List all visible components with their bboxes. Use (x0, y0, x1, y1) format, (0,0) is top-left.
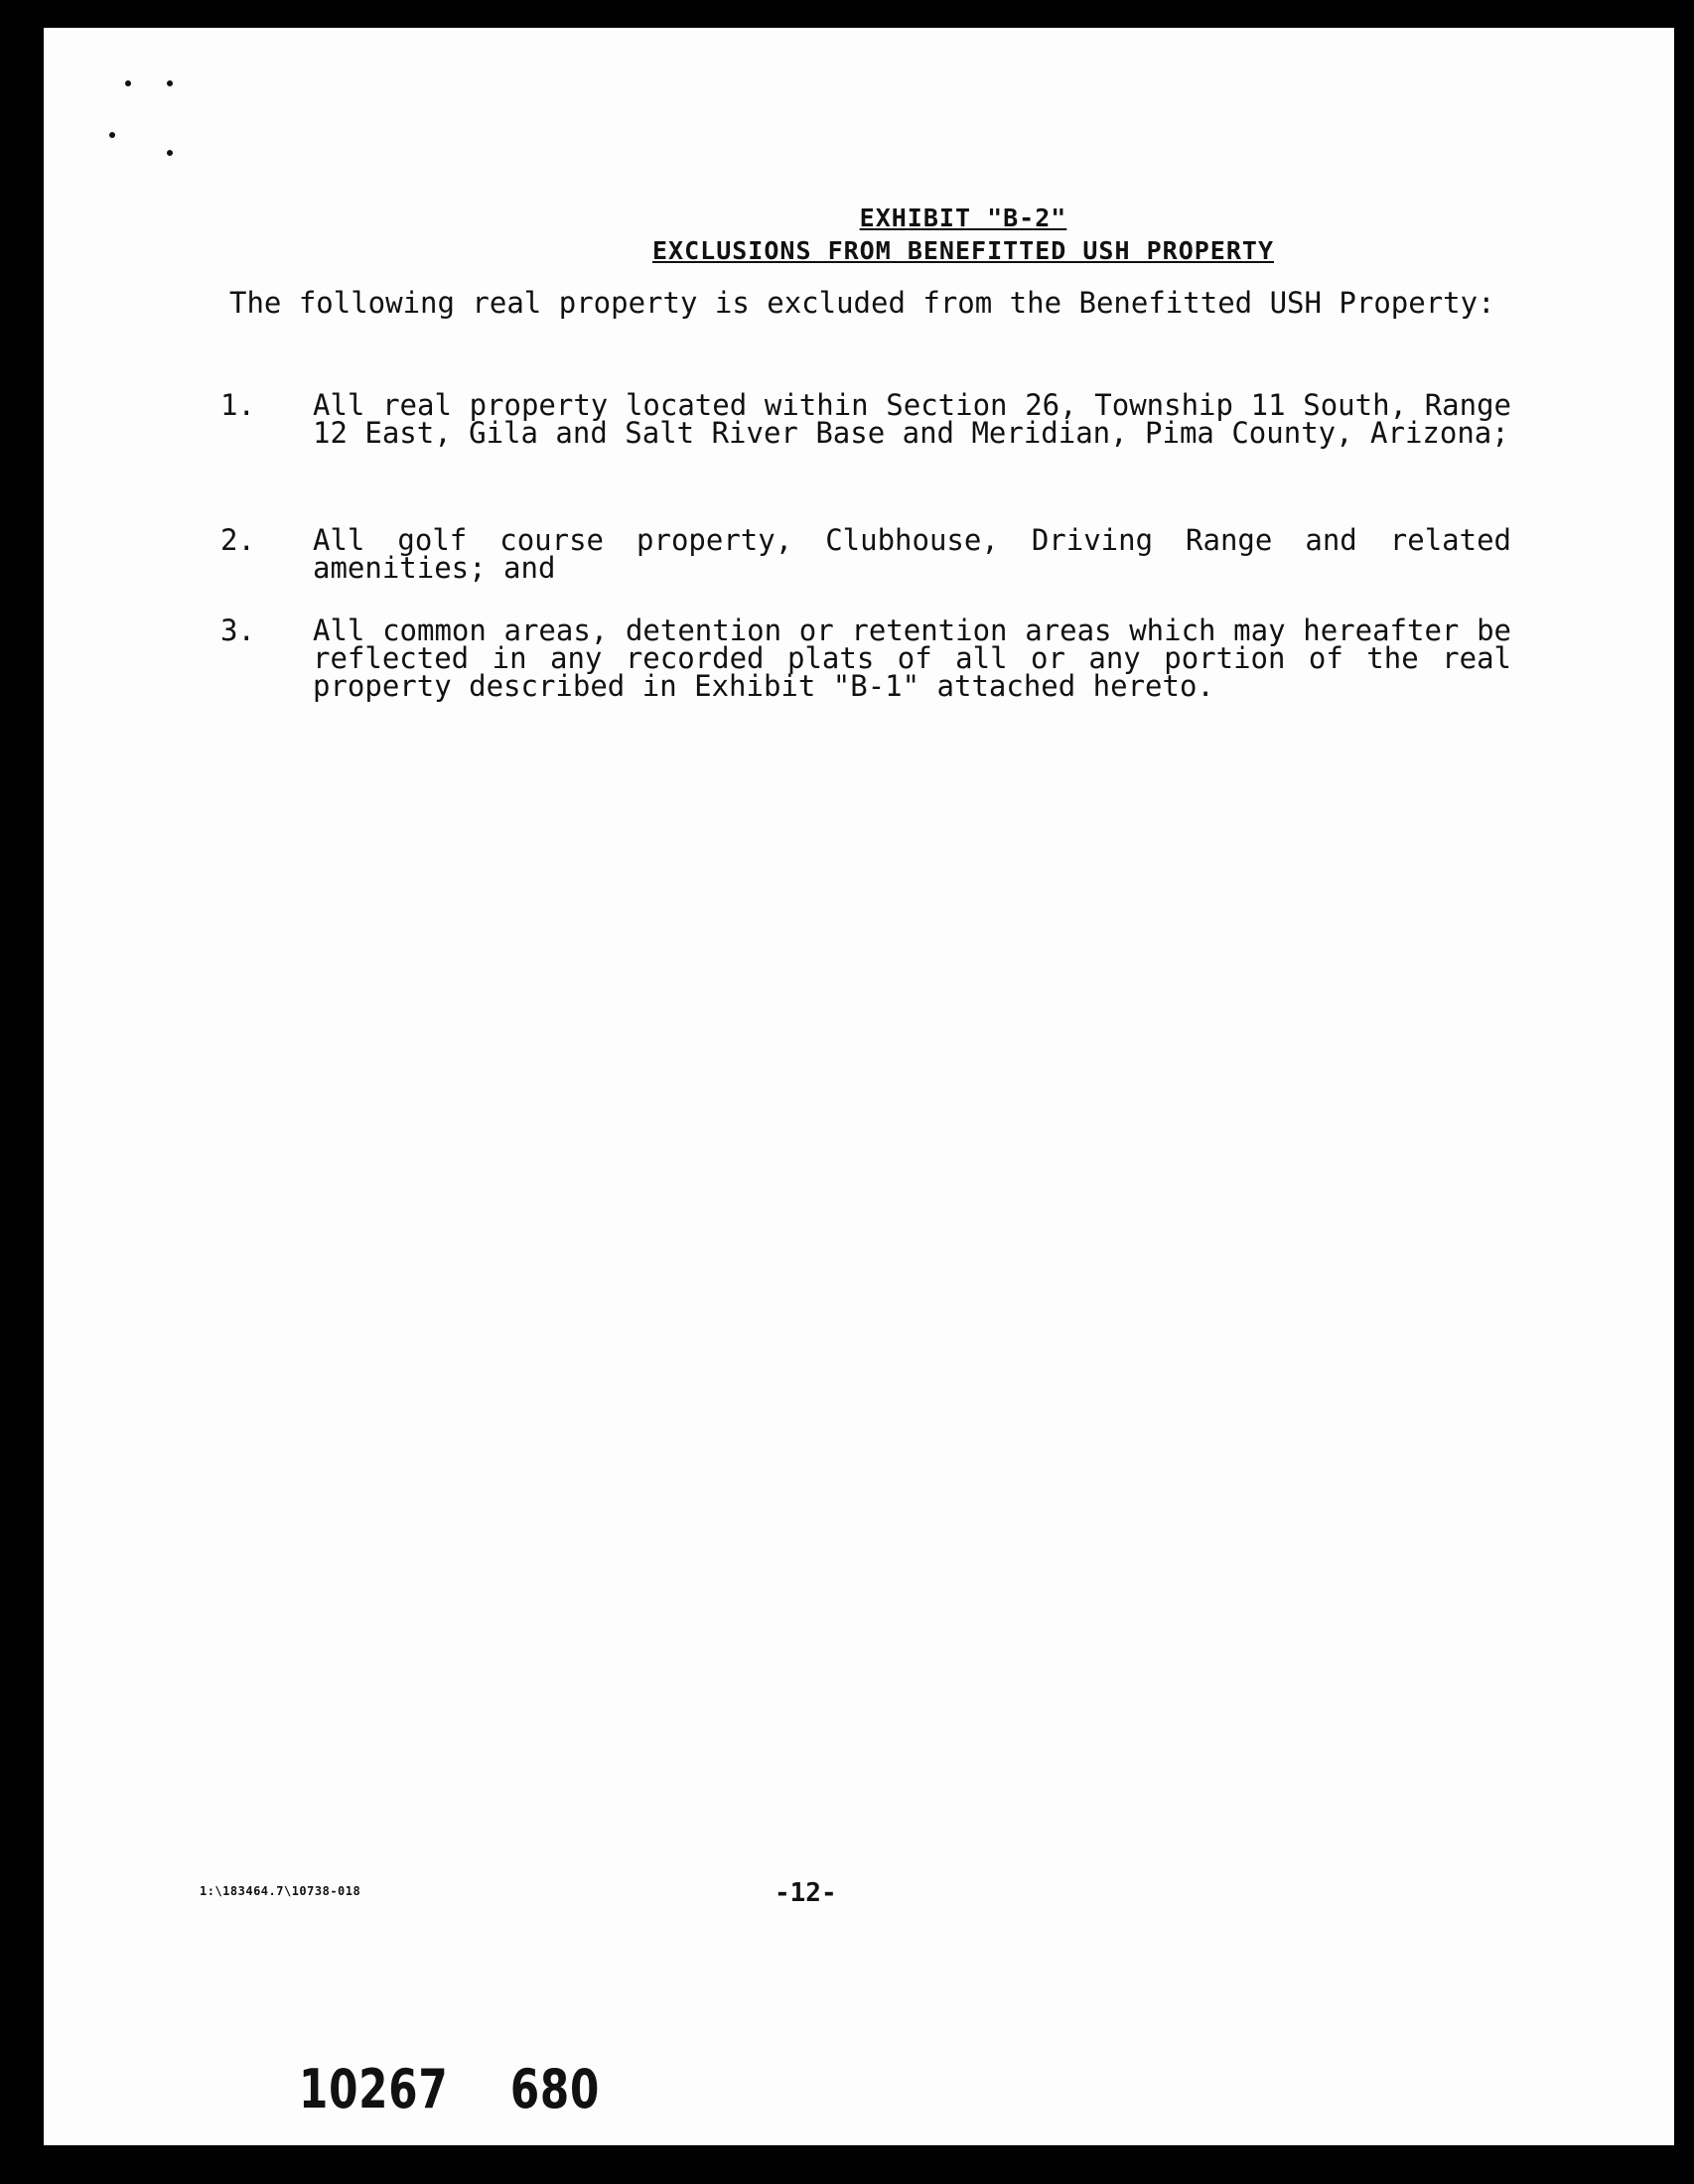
recording-stamp (299, 2058, 600, 2120)
scan-speck (167, 80, 173, 86)
exhibit-subtitle: EXCLUSIONS FROM BENEFITTED USH PROPERTY (652, 236, 1274, 265)
recording-page: 680 (509, 2058, 601, 2120)
list-item-text: All real property located within Section 26, Township 11 South, Range 12 East, Gila and Salt River Base and Meridian, Pima County, Arizona; (313, 388, 1511, 450)
scan-speck (109, 132, 115, 138)
scan-speck (167, 150, 173, 156)
page-number: -12- (775, 1878, 837, 1908)
list-item-number: 2. (220, 523, 255, 557)
list-item-text: All golf course property, Clubhouse, Driving Range and related amenities; and (313, 523, 1511, 585)
scan-speck (125, 80, 131, 86)
document-code: 1:\183464.7\10738-018 (200, 1884, 361, 1898)
recording-book: 10267 (299, 2058, 449, 2120)
list-item-text: All common areas, detention or retention areas which may hereafter be reflected in any recorded plats of all or any portion of the real property described in Exhibit "B-1" attached hereto. (313, 614, 1511, 703)
list-item-number: 1. (220, 388, 255, 422)
list-item-number: 3. (220, 614, 255, 647)
exhibit-title: EXHIBIT "B-2" (859, 204, 1067, 232)
intro-paragraph: The following real property is excluded from the Benefitted USH Property: (229, 286, 1495, 320)
document-page (44, 28, 1674, 2145)
